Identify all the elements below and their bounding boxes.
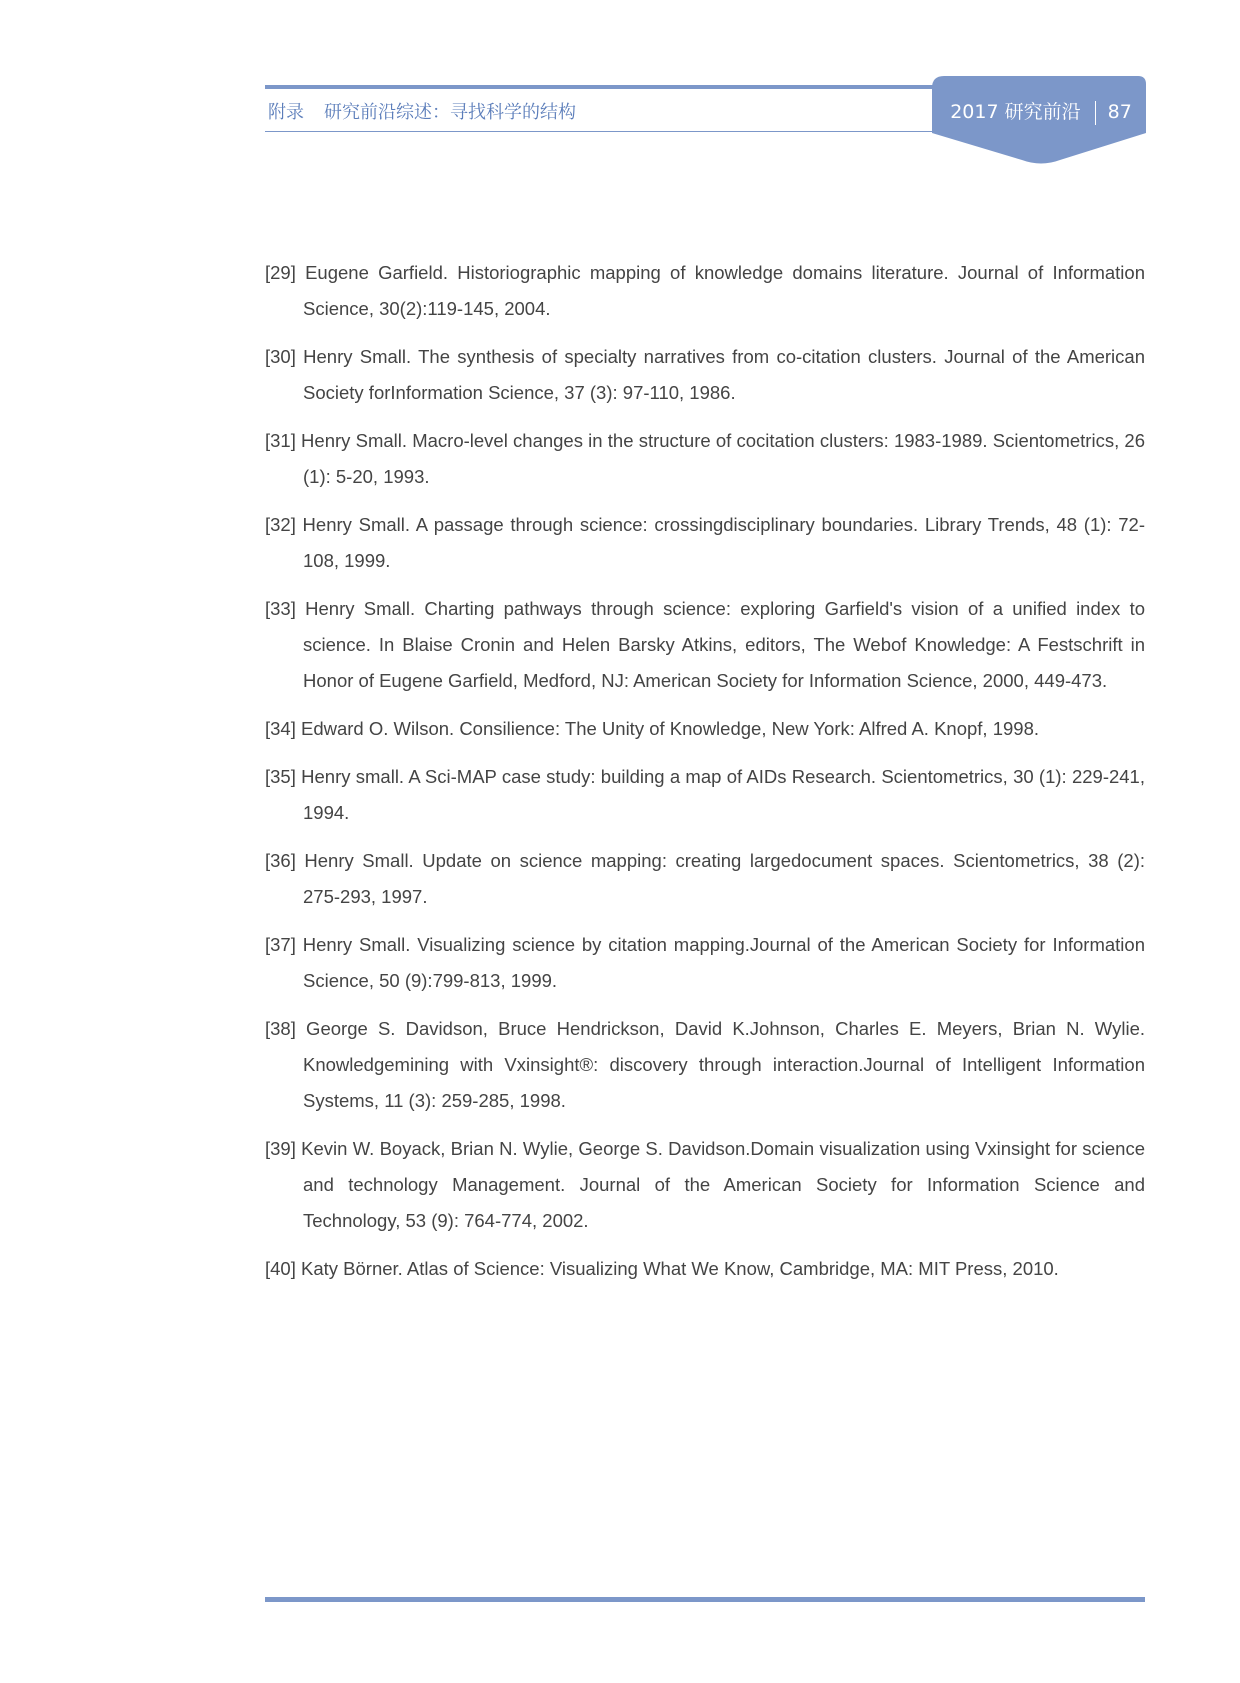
reference-item: [33] Henry Small. Charting pathways through science: exploring Garfield's vision of a unified index to science. In Blaise Cronin and Helen Barsky Atkins, editors, The Webof Knowledge: A Festschrift in Honor of Eugene Garfield, Medford, NJ: American Society for Information Science, 2000, 449-473. [265,598,1145,691]
header-tab-title: 2017 研究前沿 [950,101,1081,123]
reference-item: [39] Kevin W. Boyack, Brian N. Wylie, George S. Davidson.Domain visualization using Vxinsight for science and technology Management. Journal of the American Society for Information Science and Technology, 53 (9): 764-774, 2002. [265,1138,1145,1231]
header-bottom-rule [265,131,935,132]
reference-item: [35] Henry small. A Sci-MAP case study: building a map of AIDs Research. Scientometrics, 30 (1): 229-241, 1994. [265,766,1145,823]
header-page-tab [932,76,1150,168]
header-section: 附录 [268,102,304,123]
header-tab-label [932,97,1150,125]
reference-item: [40] Katy Börner. Atlas of Science: Visualizing What We Know, Cambridge, MA: MIT Press, 2010. [265,1258,1059,1279]
header-title: 研究前沿综述：寻找科学的结构 [324,102,576,123]
page-number: 87 [1107,101,1132,123]
reference-item: [30] Henry Small. The synthesis of specialty narratives from co-citation clusters. Journal of the American Society forInformation Science, 37 (3): 97-110, 1986. [265,346,1145,403]
header-tab-divider [1095,101,1096,125]
reference-item: [38] George S. Davidson, Bruce Hendrickson, David K.Johnson, Charles E. Meyers, Brian N. Wylie. Knowledgemining with Vxinsight®: discovery through interaction.Journal of Intelligent Information Systems, 11 (3): 259-285, 1998. [265,1018,1145,1111]
reference-item: [36] Henry Small. Update on science mapping: creating largedocument spaces. Scientometrics, 38 (2): 275-293, 1997. [265,850,1145,907]
reference-list [265,255,1145,1299]
reference-item: [29] Eugene Garfield. Historiographic mapping of knowledge domains literature. Journal of Information Science, 30(2):119-145, 2004. [265,262,1145,319]
header-top-rule [265,85,935,89]
reference-item: [31] Henry Small. Macro-level changes in the structure of cocitation clusters: 1983-1989. Scientometrics, 26 (1): 5-20, 1993. [265,430,1145,487]
reference-item: [37] Henry Small. Visualizing science by citation mapping.Journal of the American Society for Information Science, 50 (9):799-813, 1999. [265,934,1145,991]
reference-item: [32] Henry Small. A passage through science: crossingdisciplinary boundaries. Library Trends, 48 (1): 72-108, 1999. [265,514,1145,571]
footer-rule [265,1597,1145,1602]
reference-item: [34] Edward O. Wilson. Consilience: The Unity of Knowledge, New York: Alfred A. Knopf, 1998. [265,718,1040,739]
running-header [268,98,576,124]
